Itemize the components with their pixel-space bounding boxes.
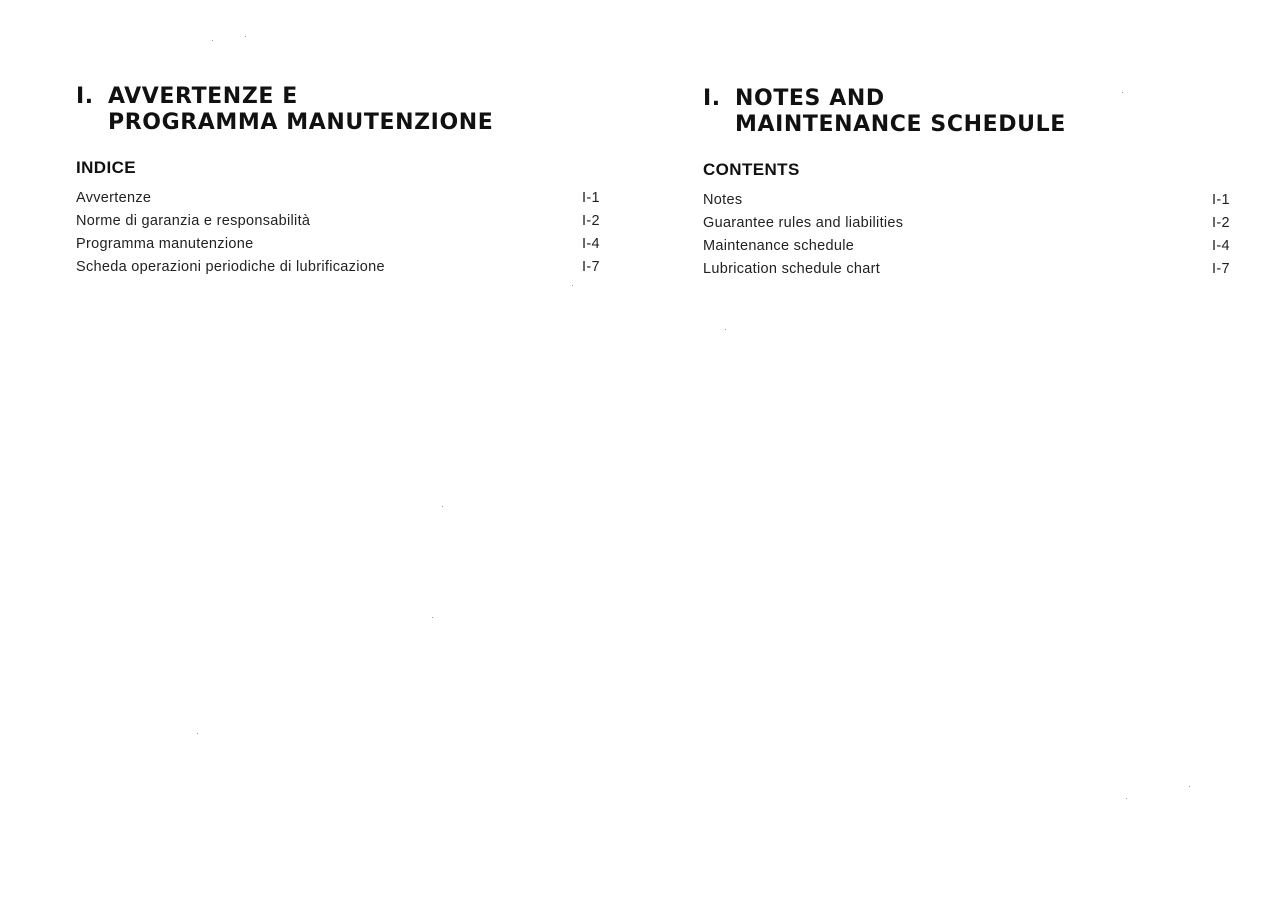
scan-speck bbox=[432, 617, 433, 618]
chapter-title-line: MAINTENANCE SCHEDULE bbox=[735, 112, 1066, 137]
toc-entry-title: Programma manutenzione bbox=[76, 236, 254, 252]
toc-entry-page: I-2 bbox=[1212, 215, 1230, 231]
table-of-contents-italian bbox=[76, 190, 602, 282]
section-heading-indice: INDICE bbox=[76, 158, 137, 177]
chapter-title-line: NOTES AND bbox=[735, 86, 885, 111]
toc-entry bbox=[76, 259, 602, 282]
table-of-contents-english bbox=[703, 192, 1232, 284]
toc-entry-title: Maintenance schedule bbox=[703, 238, 855, 254]
scan-speck bbox=[1126, 798, 1127, 799]
toc-entry bbox=[703, 261, 1232, 284]
scan-speck bbox=[197, 733, 198, 734]
scan-speck bbox=[245, 36, 246, 37]
toc-entry-title: Notes bbox=[703, 192, 743, 208]
toc-entry bbox=[703, 215, 1232, 238]
chapter-title-lines bbox=[735, 86, 1066, 138]
italian-column bbox=[76, 0, 602, 282]
toc-entry bbox=[76, 236, 602, 259]
scan-speck bbox=[212, 40, 213, 41]
scan-speck bbox=[572, 285, 573, 286]
toc-entry-title: Avvertenze bbox=[76, 190, 152, 206]
chapter-title-line: PROGRAMMA MANUTENZIONE bbox=[108, 110, 494, 135]
toc-entry-page: I-1 bbox=[582, 190, 600, 206]
chapter-title-italian bbox=[76, 84, 602, 136]
chapter-title-lines bbox=[108, 84, 493, 136]
scan-speck bbox=[725, 329, 726, 330]
toc-entry-title: Norme di garanzia e responsabilità bbox=[76, 213, 311, 229]
toc-entry-page: I-1 bbox=[1212, 192, 1230, 208]
toc-entry-page: I-4 bbox=[582, 236, 600, 252]
toc-entry bbox=[76, 213, 602, 236]
section-heading-contents: CONTENTS bbox=[703, 160, 800, 179]
toc-entry-page: I-2 bbox=[582, 213, 600, 229]
scan-speck bbox=[442, 506, 443, 507]
toc-entry bbox=[703, 238, 1232, 261]
chapter-title-english bbox=[703, 86, 1232, 138]
english-column bbox=[703, 0, 1232, 284]
toc-entry-page: I-7 bbox=[582, 259, 600, 275]
toc-entry bbox=[76, 190, 602, 213]
toc-entry-page: I-4 bbox=[1212, 238, 1230, 254]
chapter-number: I. bbox=[76, 84, 94, 109]
scan-speck bbox=[1189, 786, 1190, 787]
scan-speck bbox=[1122, 92, 1123, 93]
chapter-title-line: AVVERTENZE E bbox=[108, 84, 298, 109]
toc-entry-title: Lubrication schedule chart bbox=[703, 261, 881, 277]
toc-entry bbox=[703, 192, 1232, 215]
toc-entry-page: I-7 bbox=[1212, 261, 1230, 277]
chapter-number: I. bbox=[703, 86, 721, 111]
toc-entry-title: Scheda operazioni periodiche di lubrificazione bbox=[76, 259, 385, 275]
toc-entry-title: Guarantee rules and liabilities bbox=[703, 215, 904, 231]
